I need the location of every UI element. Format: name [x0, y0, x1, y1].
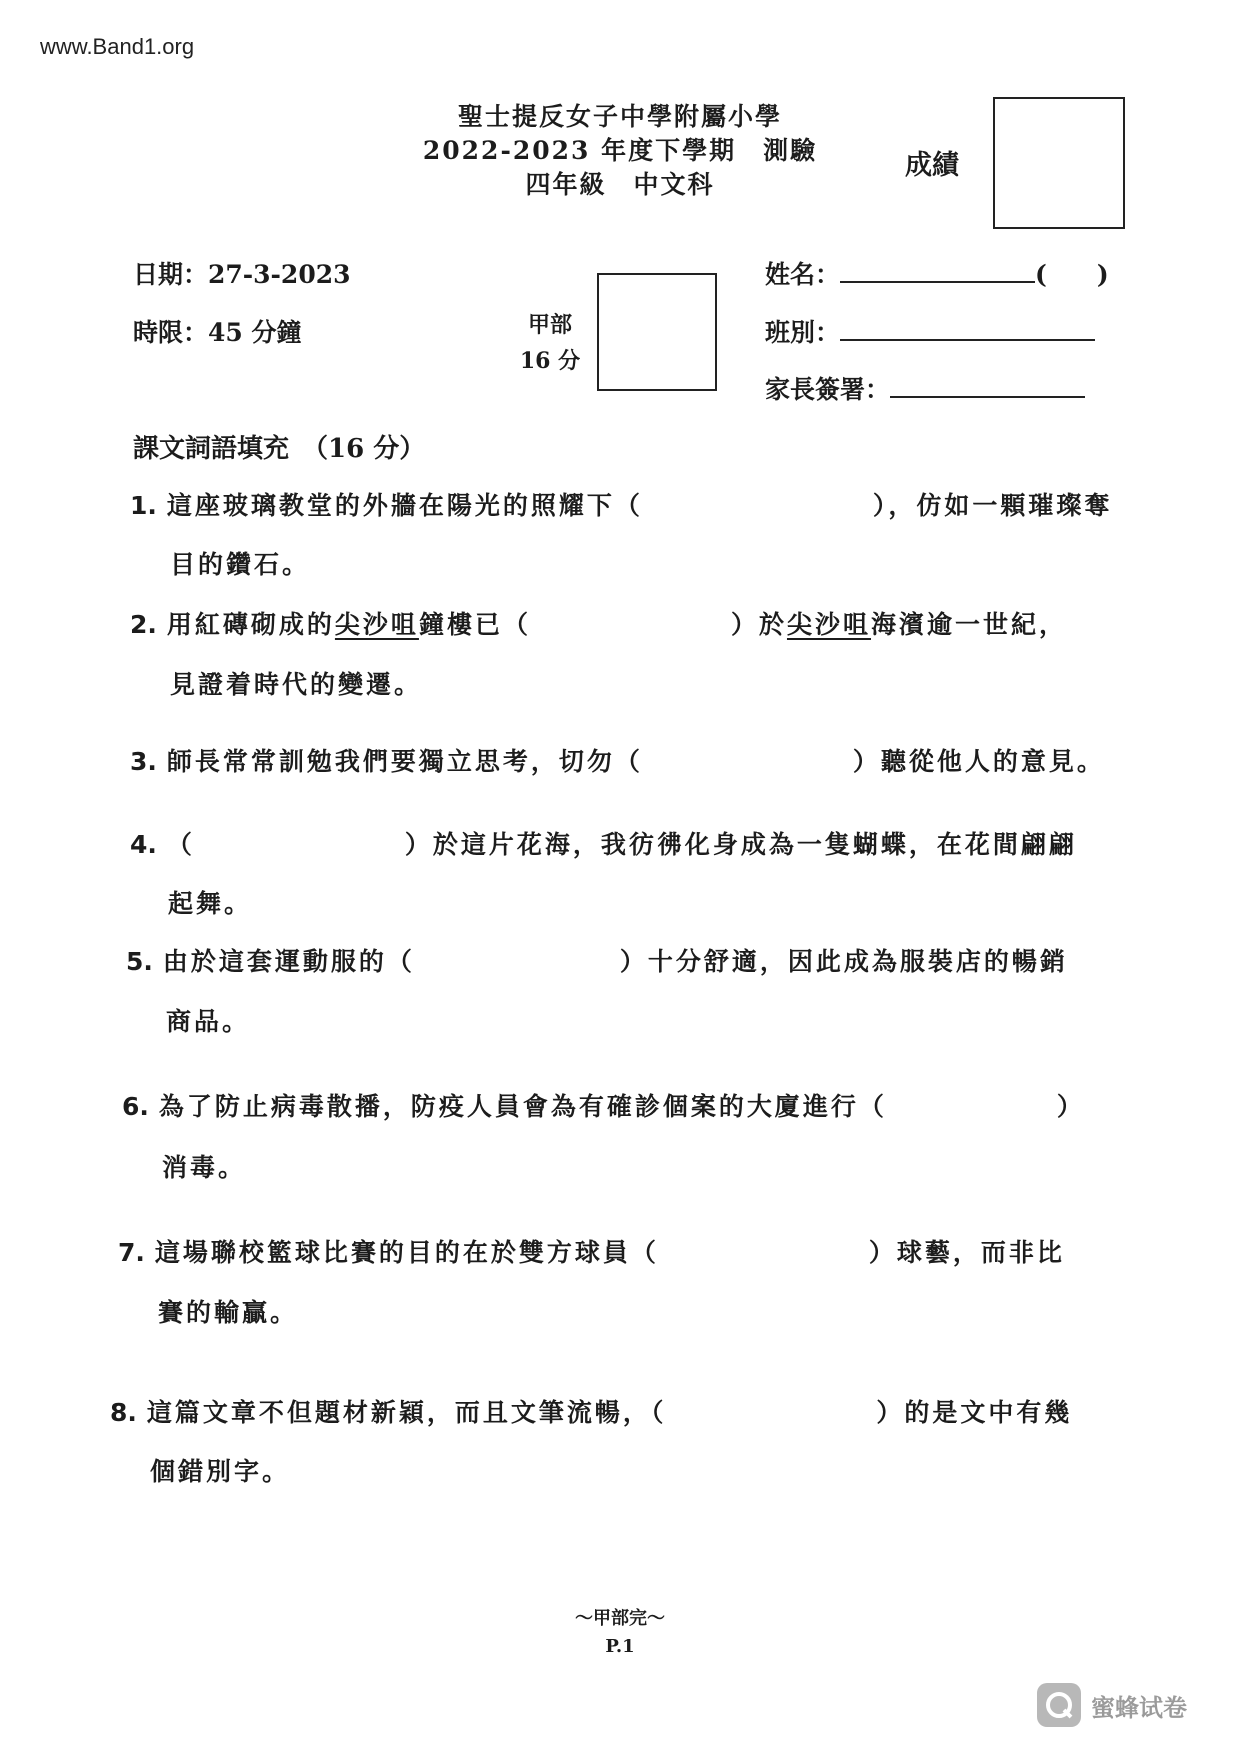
- proper-noun: 尖沙咀: [786, 610, 871, 639]
- page-number: P.1: [605, 1636, 635, 1657]
- question-1: 1. 這座玻璃教堂的外牆在陽光的照耀下（ ），仿如一顆璀璨奪: [130, 491, 1113, 520]
- class-line[interactable]: [840, 339, 1095, 341]
- question-2-line2: 見證着時代的變遷。: [170, 670, 423, 699]
- question-5-line2: 商品。: [166, 1007, 251, 1036]
- question-5: 5. 由於這套運動服的（ ）十分舒適，因此成為服裝店的暢銷: [126, 947, 1068, 976]
- section-marks: 16 分: [519, 348, 581, 374]
- brand-watermark: [1037, 1683, 1187, 1727]
- grade-subject: 四年級 中文科: [525, 170, 715, 199]
- school-name: 聖士提反女子中學附屬小學: [457, 102, 782, 131]
- parent-signature-line[interactable]: [890, 396, 1085, 398]
- question-8: 8. 這篇文章不但題材新穎，而且文筆流暢，（ ）的是文中有幾: [110, 1398, 1073, 1427]
- class-number-paren: ( ): [1035, 260, 1109, 289]
- question-7-line2: 賽的輸贏。: [158, 1298, 299, 1327]
- question-1-line2: 目的鑽石。: [170, 550, 311, 579]
- score-box: [993, 97, 1125, 229]
- section-name: 甲部: [527, 312, 572, 338]
- exam-date: 日期：27-3-2023: [133, 260, 351, 289]
- section-end-text: ～甲部完～: [575, 1608, 665, 1629]
- name-line[interactable]: [840, 281, 1035, 283]
- bee-logo-icon: [1037, 1683, 1081, 1727]
- name-label: 姓名：: [765, 260, 841, 289]
- parent-signature-label: 家長簽署：: [765, 375, 891, 404]
- question-6: 6. 為了防止病毒散播，防疫人員會為有確診個案的大廈進行（ ）: [122, 1092, 1085, 1121]
- page-footer: [520, 1605, 720, 1661]
- question-4-line2: 起舞。: [168, 889, 253, 918]
- exam-term: 2022-2023 年度下學期 測驗: [422, 136, 818, 165]
- proper-noun: 尖沙咀: [334, 610, 419, 639]
- class-label: 班別：: [765, 318, 841, 347]
- section-label: [505, 307, 595, 379]
- question-8-line2: 個錯別字。: [150, 1457, 291, 1486]
- section-score-box: [597, 273, 717, 391]
- exam-header: [300, 100, 940, 202]
- time-limit: 時限：45 分鐘: [133, 318, 302, 347]
- question-3: 3. 師長常常訓勉我們要獨立思考，切勿（ ）聽從他人的意見。: [130, 747, 1105, 776]
- class-field[interactable]: [765, 313, 1095, 349]
- section-title: 課文詞語填充 （16 分）: [133, 434, 426, 464]
- question-6-line2: 消毒。: [162, 1153, 247, 1182]
- brand-name: 蜜蜂试卷: [1091, 1693, 1187, 1722]
- question-2: 2. 用紅磚砌成的尖沙咀鐘樓已（ ）於尖沙咀海濱逾一世紀，: [130, 610, 1067, 639]
- question-7: 7. 這場聯校籃球比賽的目的在於雙方球員（ ）球藝，而非比: [118, 1238, 1065, 1267]
- question-number: 1.: [130, 491, 157, 520]
- source-watermark: www.Band1.org: [40, 34, 195, 59]
- parent-signature-field[interactable]: [765, 370, 1085, 406]
- name-field[interactable]: [765, 255, 1109, 291]
- score-label: 成績: [905, 150, 959, 181]
- question-4: 4. （ ）於這片花海，我彷彿化身成為一隻蝴蝶，在花間翩翩: [130, 830, 1077, 859]
